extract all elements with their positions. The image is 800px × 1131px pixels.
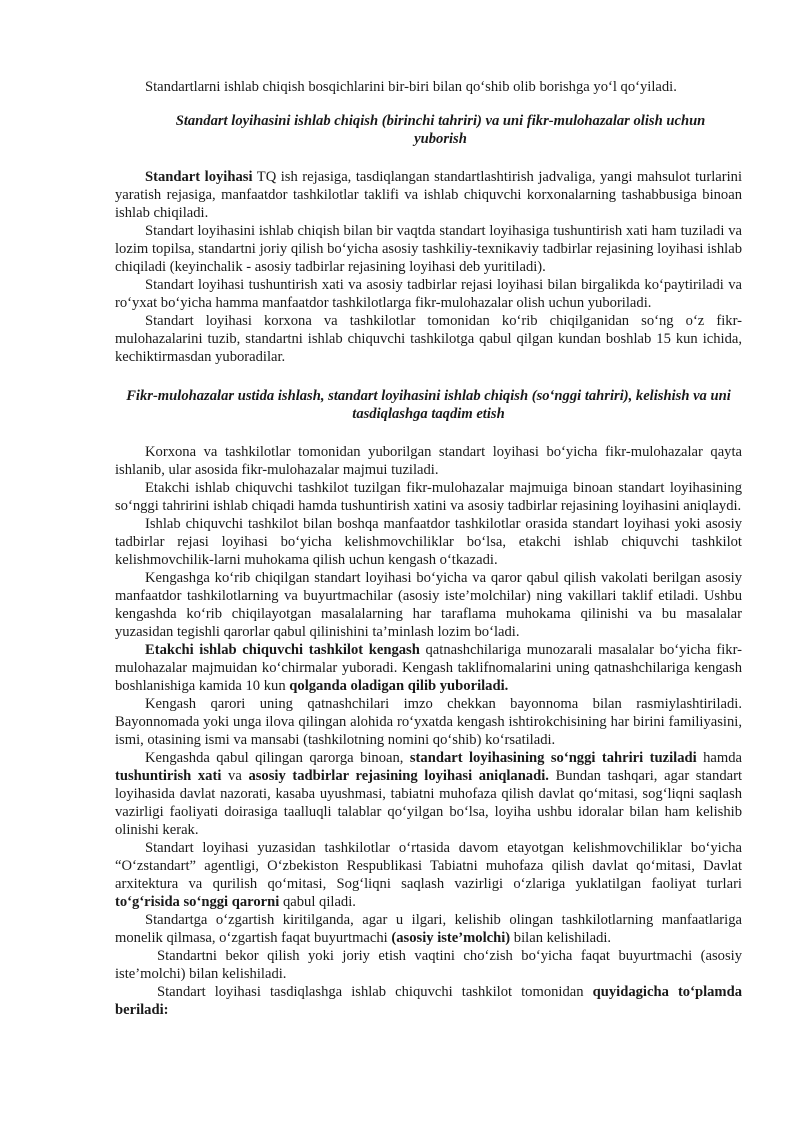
section-heading-final-edition: Fikr-mulohazalar ustida ishlash, standart loyihasini ishlab chiqish (so‘nggi tahriri), kelishish va uni tasdiqlashga taqdim etish bbox=[126, 388, 731, 422]
paragraph-council-decision: Kengashda qabul qilingan qarorga binoan, standart loyihasining so‘nggi tahriri tuziladi hamda tushuntirish xati va asosiy tadbirlar rejasining loyihasi aniqlanadi. Bundan tashqari, agar standart loyihasida davlat nazorati, kasaba uyushmasi, tabiatni muhofaza qilish davlat qo‘mitasi, sog‘liqni saqlash vazirligi faoliyati doirasiga taalluqli talablar qo‘yilgan bo‘lsa, loyiha ushbu idoralar bilan ham kelishib olinishi kerak. bbox=[115, 750, 743, 838]
bold-term: qolganda oladigan qilib yuboriladi. bbox=[289, 678, 509, 694]
bold-term: asosiy tadbirlar rejasining loyihasi aniqlanadi. bbox=[248, 768, 549, 784]
paragraph-submission: Standart loyihasi tasdiqlashga ishlab chiquvchi tashkilot tomonidan quyidagicha to‘plamda beriladi: bbox=[115, 984, 742, 1018]
paragraph-explanatory-note: Standart loyihasini ishlab chiqish bilan bir vaqtda standart loyihasiga tushuntirish xati ham tuziladi va lozim topilsa, standartni joriy qilish bo‘yicha asosiy tashkiliy-texnikaviy tadbirlar rejasining loyihasi ishlab chiqiladi (keyinchalik - asosiy tadbirlar rejasining loyihasi deb yuritiladi). bbox=[115, 223, 742, 275]
intro-paragraph: Standartlarni ishlab chiqish bosqichlarini bir-biri bilan qo‘shib olib borishga yo‘l qo‘yiladi. bbox=[145, 79, 677, 95]
section-heading-draft: Standart loyihasini ishlab chiqish (birinchi tahriri) va uni fikr-mulohazalar olish uchun yuborish bbox=[175, 113, 706, 147]
paragraph-council-materials: Etakchi ishlab chiquvchi tashkilot kengash qatnashchilariga munozarali masalalar bo‘yicha fikr-mulohazalar majmuidan ko‘chirmalar yuboradi. Kengash taklifnomalarini uning qatnashchilariga kengash boshlanishiga kamida 10 kun qolganda oladigan qilib yuboriladi. bbox=[115, 642, 743, 694]
paragraph-distribution: Standart loyihasi tushuntirish xati va asosiy tadbirlar rejasi loyihasi bilan birgalikda ko‘paytiriladi va ro‘yxat bo‘yicha hamma manfaatdor tashkilotlarga fikr-mulohazalar olish uchun yuboriladi. bbox=[115, 277, 742, 311]
bold-term: standart loyihasining so‘nggi tahriri tuziladi bbox=[409, 750, 697, 766]
paragraph-amendments: Standartga o‘zgartish kiritilganda, agar u ilgari, kelishib olingan tashkilotlarning manfaatlariga monelik qilmasa, o‘zgartish faqat buyurtmachi (asosiy iste’molchi) bilan kelishiladi. bbox=[115, 912, 742, 946]
bold-term: Standart loyihasi bbox=[145, 169, 253, 185]
paragraph-feedback-deadline: Standart loyihasi korxona va tashkilotlar tomonidan ko‘rib chiqilganidan so‘ng o‘z fikr-mulohazalarini tuzib, standartni ishlab chiquvchi tashkilotga qabul qilgan kundan boshlab 15 kun ichida, kechiktirmasdan yuboradilar. bbox=[115, 313, 742, 365]
document-body bbox=[115, 78, 742, 1019]
bold-term: tushuntirish xati bbox=[115, 768, 222, 784]
bold-term: quyidagicha to‘plamda beriladi: bbox=[115, 984, 742, 1018]
paragraph-cancellation: Standartni bekor qilish yoki joriy etish vaqtini cho‘zish bo‘yicha faqat buyurtmachi (asosiy iste’molchi) bilan kelishiladi. bbox=[115, 948, 742, 982]
bold-term: (asosiy iste’molchi) bbox=[391, 930, 511, 946]
paragraph-council-invitation: Kengashga ko‘rib chiqilgan standart loyihasi bo‘yicha va qaror qabul qilish vakolati berilgan asosiy manfaatdor tashkilotlarning va buyurtmachilar (asosiy iste’molchilar) ning vakillari taklif etiladi. Ushbu kengashda ko‘rib chiqilayotgan masalalarning har taraflama muhokama qilinishi va bu masalalar yuzasidan tegishli qarorlar qabul qilinishini ta’minlash lozim bo‘ladi. bbox=[115, 570, 742, 640]
paragraph-council-protocol: Kengash qarori uning qatnashchilari imzo chekkan bayonnoma bilan rasmiylashtiriladi. Bayonnomada yoki unga ilova qilingan alohida ro‘yxatda kengash ishtirokchisining har birini familiyasini, ismi, otasining ismi va mansabi (tashkilotning nomini qo‘shib) ko‘rsatiladi. bbox=[115, 696, 742, 748]
paragraph-disagreements: Ishlab chiquvchi tashkilot bilan boshqa manfaatdor tashkilotlar orasida standart loyihasi yoki asosiy tadbirlar rejasi loyihasi bo‘yicha kelishmovchiliklar bo‘lsa, etakchi ishlab chiquvchi tashkilot kelishmovchilik-larni muhokama qilish uchun kengash o‘tkazadi. bbox=[115, 516, 742, 568]
paragraph-final-authority: Standart loyihasi yuzasidan tashkilotlar o‘rtasida davom etayotgan kelishmovchiliklar bo‘yicha “O‘zstandart” agentligi, O‘zbekiston Respublikasi Tabiatni muhofaza qilish davlat qo‘mitasi, Davlat arxitektura va qurilish qo‘mitasi, Sog‘liqni saqlash vazirligi o‘zlariga yuklatilgan faoliyat turlari to‘g‘risida so‘nggi qarorni qabul qiladi. bbox=[115, 840, 742, 910]
paragraph-feedback-summary: Korxona va tashkilotlar tomonidan yuborilgan standart loyihasi bo‘yicha fikr-mulohazalar qayta ishlanib, ular asosida fikr-mulohazalar majmui tuziladi. bbox=[115, 444, 742, 478]
bold-term: to‘g‘risida so‘nggi qarorni bbox=[115, 894, 280, 910]
paragraph-draft-basis: Standart loyihasi TQ ish rejasiga, tasdiqlangan standartlashtirish jadvaliga, yangi mahsulot turlarini yaratish rejasiga, manfaatdor tashkilotlar taklifi va ishlab chiquvchi korxonalarning tashabbusiga binoan ishlab chiqiladi. bbox=[115, 169, 742, 221]
bold-term: Etakchi ishlab chiquvchi tashkilot kengash bbox=[145, 642, 420, 658]
paragraph-final-edition: Etakchi ishlab chiquvchi tashkilot tuzilgan fikr-mulohazalar majmuiga binoan standart loyihasining so‘nggi tahririni ishlab chiqadi hamda tushuntirish xatini va asosiy tadbirlar rejasining loyihasini aniqlaydi. bbox=[115, 480, 742, 514]
